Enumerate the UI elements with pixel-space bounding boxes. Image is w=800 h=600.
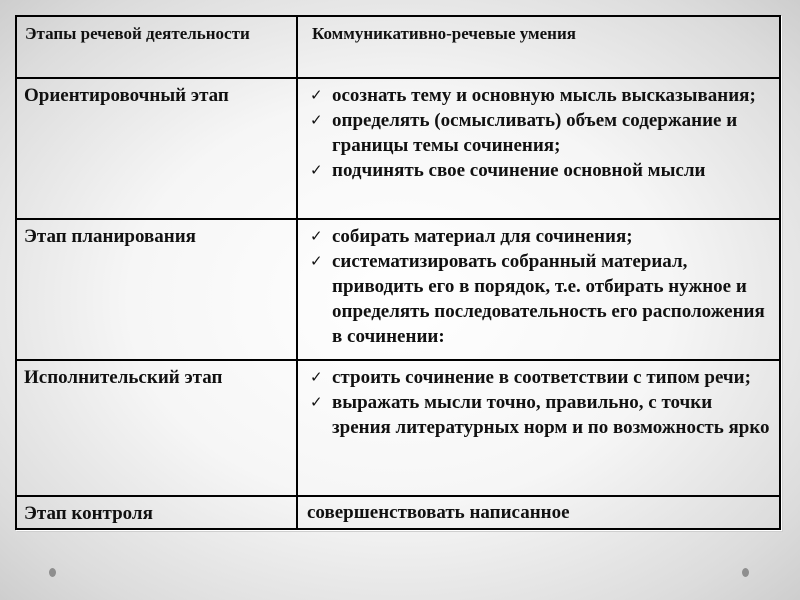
skill-text: осознать тему и основную мысль высказывания; bbox=[332, 85, 756, 106]
header-stages-label: Этапы речевой деятельности bbox=[25, 24, 250, 43]
checkmark-icon: ✓ bbox=[310, 111, 323, 129]
skills-cell bbox=[297, 360, 780, 496]
skills-list bbox=[298, 361, 779, 444]
skills-cell bbox=[297, 496, 780, 529]
skill-text: определять (осмысливать) объем содержание и границы темы сочинения; bbox=[332, 110, 738, 156]
checkmark-icon: ✓ bbox=[310, 393, 323, 411]
skill-item bbox=[308, 224, 773, 249]
decorative-dot-left bbox=[49, 568, 56, 577]
header-cell-stages bbox=[16, 16, 297, 78]
stage-name: Исполнительский этап bbox=[24, 367, 223, 388]
table-header-row bbox=[16, 16, 780, 78]
checkmark-icon: ✓ bbox=[310, 227, 323, 245]
speech-activity-table bbox=[15, 15, 781, 530]
skills-cell bbox=[297, 78, 780, 219]
skill-text: подчинять свое сочинение основной мысли bbox=[332, 160, 706, 181]
checkmark-icon: ✓ bbox=[310, 86, 323, 104]
skills-list bbox=[298, 220, 779, 353]
table-row bbox=[16, 219, 780, 360]
skill-text: систематизировать собранный материал, приводить его в порядок, т.е. отбирать нужное и определять последовательность его расположения в сочинении: bbox=[332, 251, 765, 347]
skills-list bbox=[298, 79, 779, 187]
skill-text: собирать материал для сочинения; bbox=[332, 226, 633, 247]
skill-item bbox=[308, 365, 773, 390]
decorative-dot-right bbox=[742, 568, 749, 577]
stage-cell bbox=[16, 496, 297, 529]
skill-item bbox=[308, 158, 773, 183]
skill-item bbox=[308, 249, 773, 349]
skills-cell bbox=[297, 219, 780, 360]
skill-item bbox=[308, 108, 773, 158]
stage-cell bbox=[16, 360, 297, 496]
stage-name: Этап контроля bbox=[24, 503, 153, 524]
checkmark-icon: ✓ bbox=[310, 161, 323, 179]
stage-cell bbox=[16, 78, 297, 219]
skill-text: совершенствовать написанное bbox=[307, 502, 570, 523]
stage-name: Этап планирования bbox=[24, 226, 196, 247]
skill-item bbox=[308, 83, 773, 108]
skill-item bbox=[308, 390, 773, 440]
table-row bbox=[16, 496, 780, 529]
stage-cell bbox=[16, 219, 297, 360]
checkmark-icon: ✓ bbox=[310, 252, 323, 270]
header-cell-skills bbox=[297, 16, 780, 78]
stage-name: Ориентировочный этап bbox=[24, 85, 229, 106]
table-row bbox=[16, 360, 780, 496]
checkmark-icon: ✓ bbox=[310, 368, 323, 386]
skill-text: выражать мысли точно, правильно, с точки зрения литературных норм и по возможность ярко bbox=[332, 392, 770, 438]
header-skills-label: Коммуникативно-речевые умения bbox=[312, 24, 576, 43]
skill-text: строить сочинение в соответствии с типом речи; bbox=[332, 367, 751, 388]
table-row bbox=[16, 78, 780, 219]
